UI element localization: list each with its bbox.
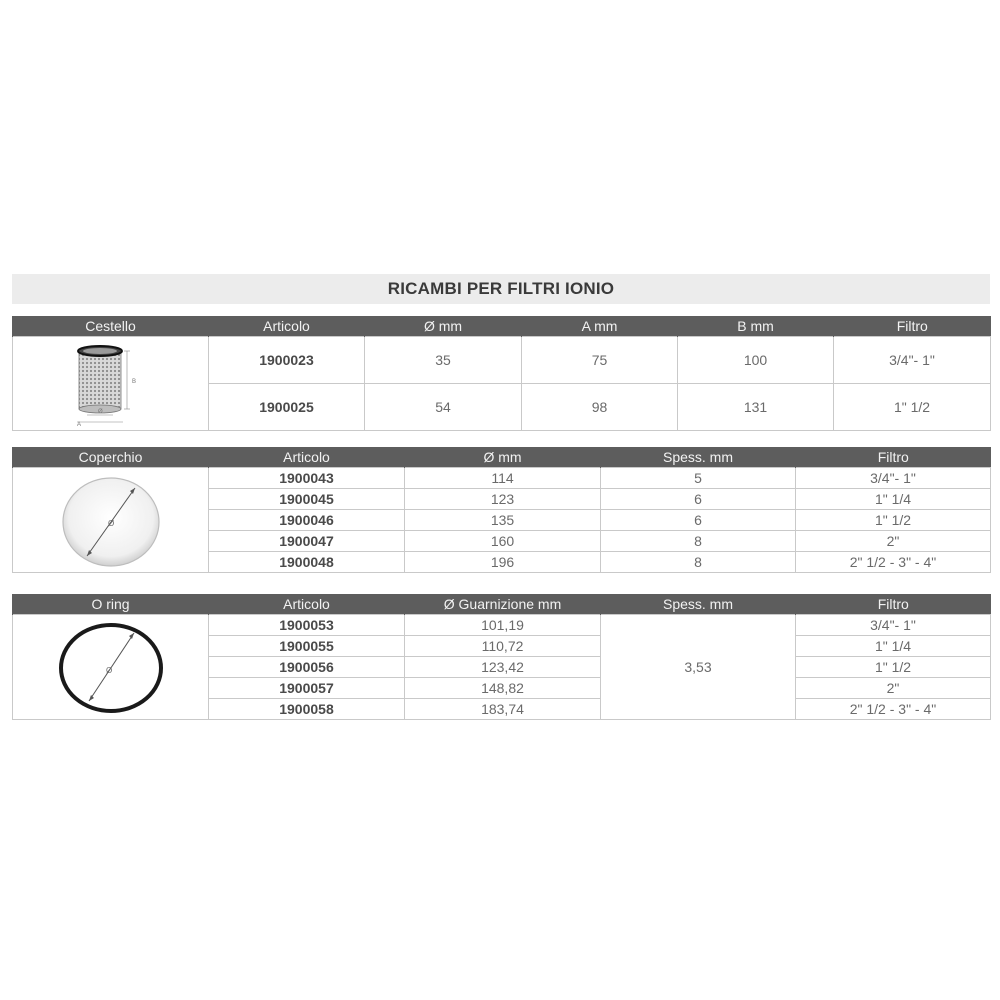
guarnizione-value: 123,42 — [405, 657, 601, 678]
header-articolo: Articolo — [209, 594, 405, 615]
header-coperchio: Coperchio — [13, 447, 209, 468]
b-mm-value: 100 — [678, 337, 834, 384]
header-filtro: Filtro — [796, 447, 991, 468]
filtro-value: 2" 1/2 - 3" - 4" — [796, 552, 991, 573]
diametro-value: 160 — [405, 531, 601, 552]
articolo-code: 1900048 — [209, 552, 405, 573]
diameter-label: Ø — [107, 519, 114, 528]
filtro-value: 3/4"- 1" — [796, 615, 991, 636]
spessore-value: 3,53 — [601, 615, 796, 720]
guarnizione-value: 148,82 — [405, 678, 601, 699]
diametro-value: 35 — [365, 337, 522, 384]
header-oring: O ring — [13, 594, 209, 615]
table-row — [13, 615, 991, 636]
diametro-value: 114 — [405, 468, 601, 489]
header-filtro: Filtro — [796, 594, 991, 615]
coperchio-table — [12, 447, 990, 573]
diameter-label: Ø — [105, 666, 112, 675]
filtro-value: 1" 1/4 — [796, 636, 991, 657]
lid-disc-icon — [61, 470, 161, 570]
articolo-code: 1900025 — [209, 384, 365, 431]
filtro-value: 2" 1/2 - 3" - 4" — [796, 699, 991, 720]
coperchio-image — [13, 468, 209, 573]
diametro-value: 196 — [405, 552, 601, 573]
guarnizione-value: 110,72 — [405, 636, 601, 657]
a-mm-value: 98 — [522, 384, 678, 431]
header-articolo: Articolo — [209, 447, 405, 468]
header-articolo: Articolo — [209, 316, 365, 337]
b-mm-value: 131 — [678, 384, 834, 431]
cestello-image — [13, 337, 209, 431]
articolo-code: 1900043 — [209, 468, 405, 489]
header-a-mm: A mm — [522, 316, 678, 337]
spessore-value: 8 — [601, 552, 796, 573]
header-b-mm: B mm — [678, 316, 834, 337]
articolo-code: 1900053 — [209, 615, 405, 636]
header-spessore: Spess. mm — [601, 594, 796, 615]
guarnizione-value: 183,74 — [405, 699, 601, 720]
diametro-value: 135 — [405, 510, 601, 531]
cestello-table — [12, 316, 990, 431]
articolo-code: 1900057 — [209, 678, 405, 699]
filtro-value: 3/4"- 1" — [796, 468, 991, 489]
dimension-label-b: B — [131, 378, 136, 385]
articolo-code: 1900046 — [209, 510, 405, 531]
filtro-value: 1" 1/2 — [796, 657, 991, 678]
table-row — [13, 337, 991, 384]
filtro-value: 3/4"- 1" — [834, 337, 991, 384]
articolo-code: 1900058 — [209, 699, 405, 720]
header-diametro: Ø mm — [365, 316, 522, 337]
guarnizione-value: 101,19 — [405, 615, 601, 636]
dimension-label-a: A — [76, 421, 81, 427]
basket-icon — [61, 341, 161, 427]
filtro-value: 1" 1/4 — [796, 489, 991, 510]
header-guarnizione: Ø Guarnizione mm — [405, 594, 601, 615]
filtro-value: 2" — [796, 531, 991, 552]
diametro-value: 54 — [365, 384, 522, 431]
header-filtro: Filtro — [834, 316, 991, 337]
articolo-code: 1900045 — [209, 489, 405, 510]
articolo-code: 1900023 — [209, 337, 365, 384]
articolo-code: 1900056 — [209, 657, 405, 678]
spessore-value: 6 — [601, 489, 796, 510]
a-mm-value: 75 — [522, 337, 678, 384]
filtro-value: 2" — [796, 678, 991, 699]
page-title: RICAMBI PER FILTRI IONIO — [12, 274, 990, 304]
header-spessore: Spess. mm — [601, 447, 796, 468]
spessore-value: 5 — [601, 468, 796, 489]
header-cestello: Cestello — [13, 316, 209, 337]
dimension-label-d: Ø — [97, 408, 103, 415]
table-row — [13, 468, 991, 489]
articolo-code: 1900047 — [209, 531, 405, 552]
o-ring-icon — [56, 617, 166, 717]
filtro-value: 1" 1/2 — [834, 384, 991, 431]
spessore-value: 8 — [601, 531, 796, 552]
spessore-value: 6 — [601, 510, 796, 531]
diametro-value: 123 — [405, 489, 601, 510]
header-diametro: Ø mm — [405, 447, 601, 468]
oring-table — [12, 594, 990, 720]
articolo-code: 1900055 — [209, 636, 405, 657]
oring-image — [13, 615, 209, 720]
filtro-value: 1" 1/2 — [796, 510, 991, 531]
